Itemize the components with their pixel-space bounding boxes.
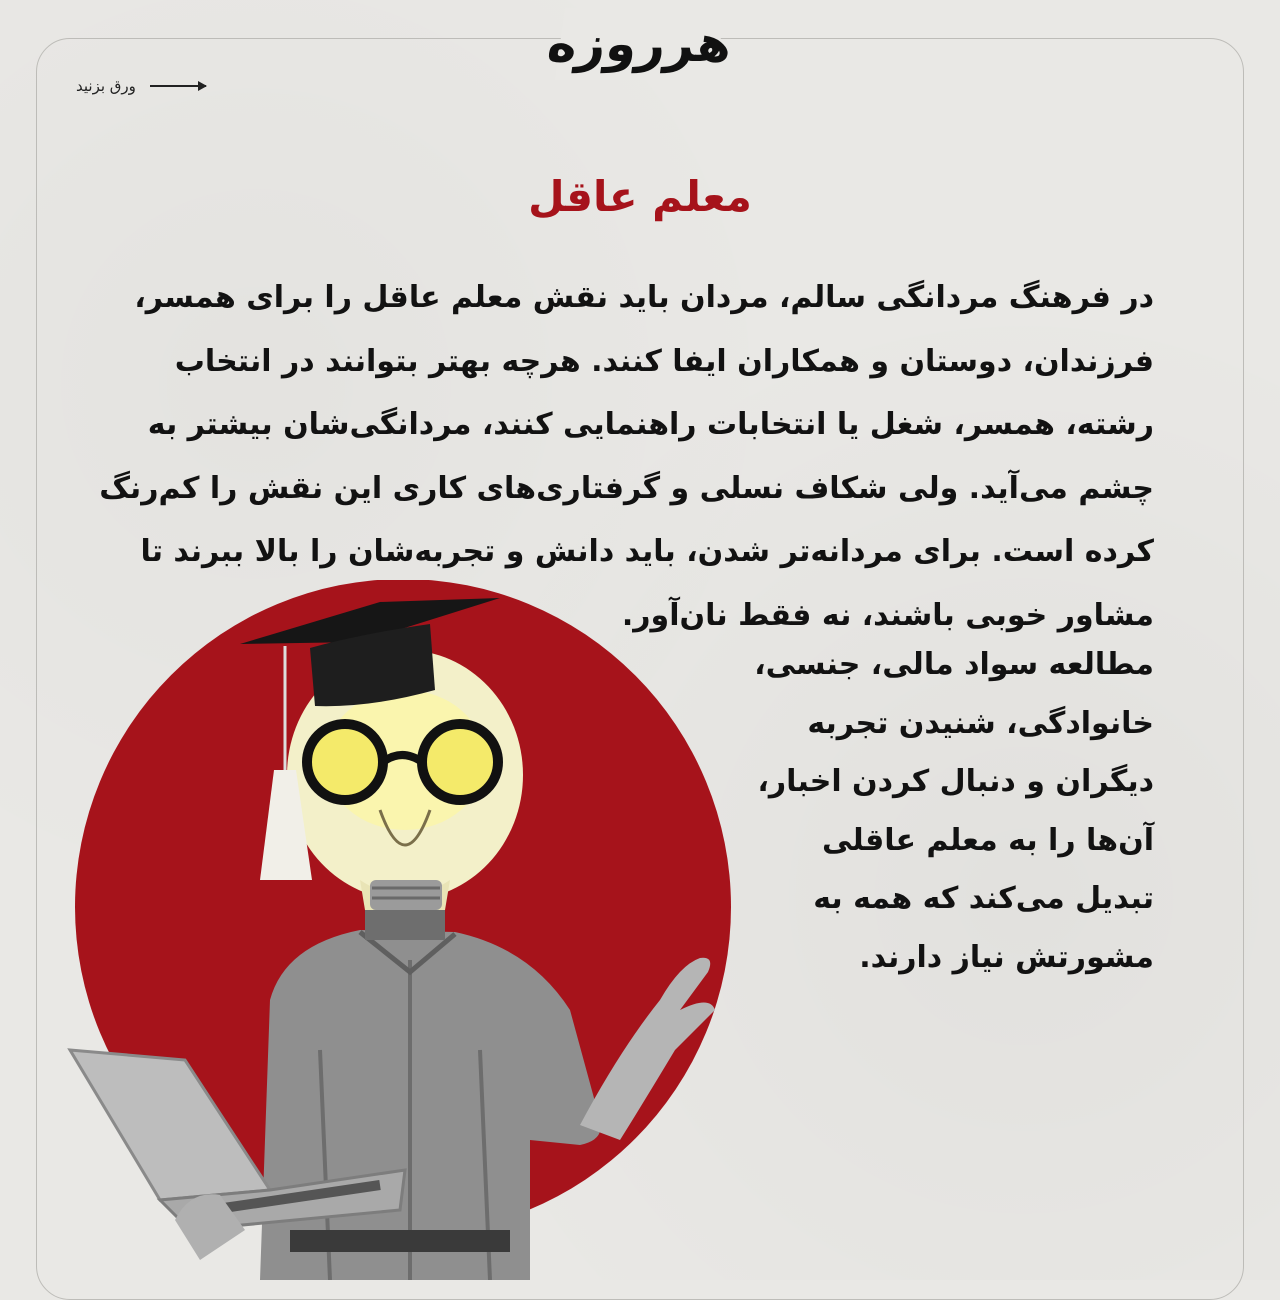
arrow-right-icon xyxy=(150,85,206,87)
swipe-hint[interactable] xyxy=(76,72,206,100)
article-side-paragraph xyxy=(724,636,1154,987)
side-line: تبدیل می‌کند که همه به xyxy=(813,881,1154,916)
paragraph-line: فرزندان، دوستان و همکاران ایفا کنند. هرچه بهتر بتوانند در انتخاب xyxy=(174,343,1154,379)
belt xyxy=(290,1230,510,1252)
glasses-right-lens xyxy=(422,724,498,800)
side-line: مشورتش نیاز دارند. xyxy=(859,939,1154,975)
paragraph-line: مشاور خوبی باشند، نه فقط نان‌آور. xyxy=(621,597,1154,633)
swipe-hint-label: ورق بزنید xyxy=(76,77,136,95)
lightbulb-teacher-illustration xyxy=(60,580,750,1280)
paragraph-line: رشته، همسر، شغل یا انتخابات راهنمایی کنند، مردانگی‌شان بیشتر به xyxy=(147,407,1154,442)
side-line: مطالعه سواد مالی، جنسی، xyxy=(754,647,1154,682)
paragraph-line: چشم می‌آید. ولی شکاف نسلی و گرفتاری‌های کاری این نقش را کم‌رنگ xyxy=(99,470,1154,506)
side-line: خانوادگی، شنیدن تجربه xyxy=(807,705,1154,741)
article-title: معلم عاقل xyxy=(528,172,752,221)
brand-logo: هرروزه xyxy=(555,8,725,80)
side-line: دیگران و دنبال کردن اخبار، xyxy=(757,764,1154,799)
paragraph-line: کرده است. برای مردانه‌تر شدن، باید دانش و تجربه‌شان را بالا ببرند تا xyxy=(140,534,1154,569)
glasses-left-lens xyxy=(307,724,383,800)
paragraph-line: در فرهنگ مردانگی سالم، مردان باید نقش معلم عاقل را برای همسر، xyxy=(134,280,1154,315)
side-line: آن‌ها را به معلم عاقلی xyxy=(821,822,1154,858)
bulb-base xyxy=(370,880,442,910)
